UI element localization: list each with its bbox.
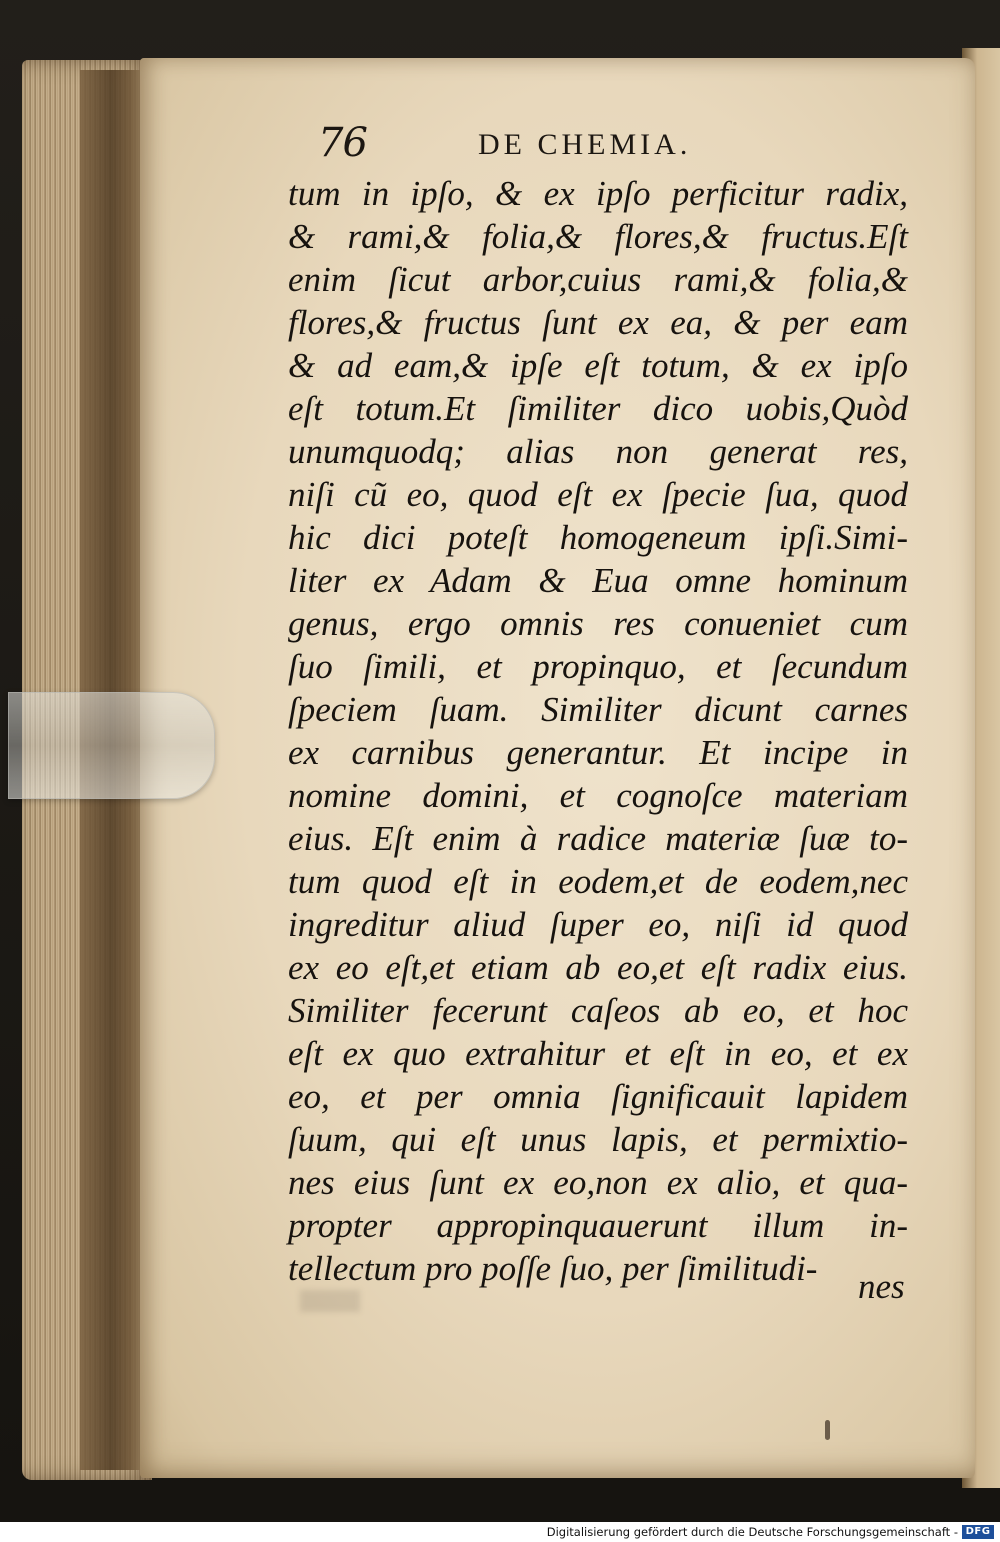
text-line: liter ex Adam & Eua omne hominum <box>288 561 908 600</box>
body-text <box>288 172 908 1290</box>
text-line: nomine domini, et cognoſce materiam <box>288 776 908 815</box>
text-line: Similiter fecerunt caſeos ab eo, et hoc <box>288 991 908 1030</box>
text-line: eſt totum.Et ſimiliter dico uobis,Quòd <box>288 389 908 428</box>
page-number: 76 <box>318 120 367 166</box>
text-line: tellectum pro poſſe ſuo, per ſimilitudi- <box>288 1249 818 1288</box>
catchword: nes <box>858 1267 905 1306</box>
running-title: DE CHEMIA. <box>478 128 692 161</box>
text-line: enim ſicut arbor,cuius rami,& folia,& <box>288 260 908 299</box>
text-line: tum in ipſo, & ex ipſo perficitur radix, <box>288 174 908 213</box>
page-clip <box>8 692 215 799</box>
text-line: eius. Eſt enim à radice materiæ ſuæ to- <box>288 819 908 858</box>
text-line: ſuo ſimili, et propinquo, et ſecundum <box>288 647 908 686</box>
text-line: propter appropinquauerunt illum in- <box>288 1206 908 1245</box>
footer-credit: Digitalisierung gefördert durch die Deutsche Forschungsgemeinschaft - <box>546 1525 958 1539</box>
footer-bar <box>0 1522 1000 1542</box>
running-head <box>318 118 738 168</box>
ink-bleed-through <box>300 1290 360 1312</box>
text-line: ex eo eſt,et etiam ab eo,et eſt radix eius. <box>288 948 908 987</box>
text-line: tum quod eſt in eodem,et de eodem,nec <box>288 862 908 901</box>
text-line: genus, ergo omnis res conueniet cum <box>288 604 908 643</box>
text-line: unumquodq; alias non generat res, <box>288 432 908 471</box>
text-line: & rami,& folia,& flores,& fructus.Eſt <box>288 217 908 256</box>
text-line: niſi cũ eo, quod eſt ex ſpecie ſua, quod <box>288 475 908 514</box>
text-line: hic dici poteſt homogeneum ipſi.Simi- <box>288 518 908 557</box>
text-line: & ad eam,& ipſe eſt totum, & ex ipſo <box>288 346 908 385</box>
paper-speck <box>825 1420 830 1440</box>
dfg-logo: DFG <box>962 1525 994 1539</box>
text-line: ingreditur aliud ſuper eo, niſi id quod <box>288 905 908 944</box>
text-line: ſuum, qui eſt unus lapis, et permixtio- <box>288 1120 908 1159</box>
text-line: ex carnibus generantur. Et incipe in <box>288 733 908 772</box>
text-line: eo, et per omnia ſignificauit lapidem <box>288 1077 908 1116</box>
text-line: ſpeciem ſuam. Similiter dicunt carnes <box>288 690 908 729</box>
text-line: flores,& fructus ſunt ex ea, & per eam <box>288 303 908 342</box>
text-line: nes eius ſunt ex eo,non ex alio, et qua- <box>288 1163 908 1202</box>
text-line: eſt ex quo extrahitur et eſt in eo, et ex <box>288 1034 908 1073</box>
